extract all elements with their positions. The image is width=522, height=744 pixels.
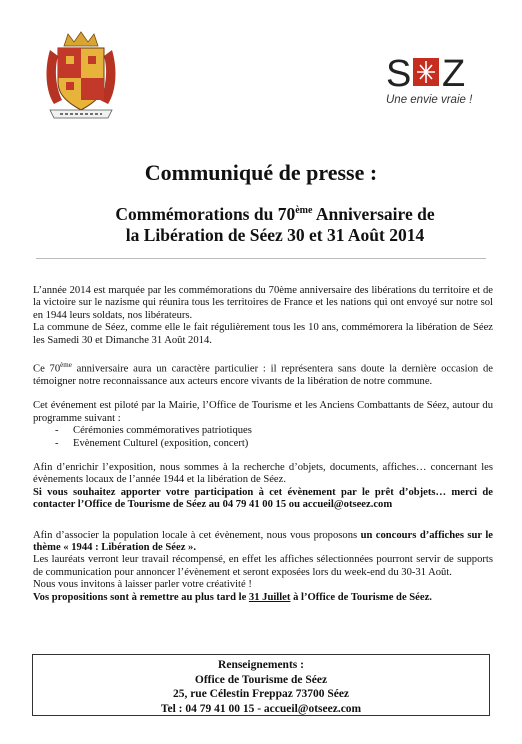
program-list (33, 425, 493, 450)
contest-start: Afin d’associer la population locale à cet évènement, nous vous proposons (33, 529, 361, 541)
divider (36, 258, 486, 259)
paragraph-anniversary (33, 359, 493, 388)
paragraph-exhibition: Afin d’enrichir l’exposition, nous sommes à la recherche d’objets, documents, affiches… concernant les évènements locaux de l’année 1944 et la libération de Séez. (33, 462, 493, 486)
paragraph-contest (33, 530, 493, 555)
page-title: Communiqué de presse : (144, 160, 378, 185)
press-release-body (33, 285, 493, 616)
contact-org: Office de Tourisme de Séez (194, 673, 328, 686)
program-item: - Cérémonies commémoratives patriotiques (55, 425, 493, 437)
anniversary-end: anniversaire aura un caractère particulier : il représentera sans doute la dernière occasion de témoigner notre reconnaissance aux acteurs encore vivants de la libération de notre commune. (33, 363, 493, 387)
svg-text:Z: Z (442, 53, 467, 94)
page-subtitle (60, 200, 490, 246)
paragraph-commune: La commune de Séez, comme elle le fait régulièrement tous les 10 ans, commémorera la libération de Séez les Samedi 30 et Dimanche 31 Août 2014. (33, 322, 493, 346)
contact-phone-email: Tel : 04 79 41 00 15 - accueil@otseez.com (160, 702, 362, 715)
contact-address: 25, rue Célestin Freppaz 73700 Séez (172, 688, 350, 700)
contact-heading: Renseignements : (218, 659, 304, 671)
svg-text:S: S (386, 53, 413, 94)
paragraph-program: Cet événement est piloté par la Mairie, l’Office de Tourisme et les Anciens Combattants de Séez, autour du programme suivant : (33, 400, 493, 424)
paragraph-intro: L’année 2014 est marquée par les commémorations du 70ème anniversaire des libérations du territoire et de la victoire sur le nazisme qui réunira tous les territoires de France et les nations qui ont envoyé sur notre sol en 1944 leurs soldats, nos libérateurs. (33, 285, 493, 321)
deadline-end: à l’Office de Tourisme de Séez. (290, 591, 432, 603)
deadline-date: 31 Juillet (248, 591, 291, 603)
logo-tagline: Une envie vraie ! (386, 94, 473, 106)
anniversary-sup: ème (60, 361, 72, 370)
subtitle-line1-start: Commémorations du 70 (115, 203, 296, 224)
seez-crest-icon (44, 30, 118, 122)
paragraph-creativity: Nous vous invitons à laisser parler votre créativité ! (33, 579, 252, 591)
seez-logo (384, 48, 504, 118)
paragraph-deadline (33, 592, 493, 604)
subtitle-line1-end: Anniversaire de (312, 203, 435, 224)
deadline-start: Vos propositions sont à remettre au plus tard le (33, 591, 249, 603)
subtitle-line2: la Libération de Séez 30 et 31 Août 2014 (125, 224, 425, 245)
subtitle-sup: ème (295, 205, 313, 216)
program-item: - Evènement Culturel (exposition, concert) (55, 438, 493, 450)
paragraph-winners: Les lauréats verront leur travail récompensé, en effet les affiches sélectionnées pourront servir de supports de communication pour annoncer l’évènement et seront exposées lors du week-end du 30-31 Août. (33, 554, 493, 578)
logo-wordmark (384, 48, 504, 94)
contest-theme: un concours d’affiches sur le thème « 1944 : Libération de Séez ». (33, 529, 493, 554)
paragraph-participation: Si vous souhaitez apporter votre participation à cet évènement par le prêt d’objets… merci de contacter l’Office de Tourisme de Séez au 04 79 41 00 15 ou accueil@otseez.com (33, 486, 493, 511)
anniversary-start: Ce 70 (33, 363, 61, 375)
contact-box (32, 654, 490, 716)
